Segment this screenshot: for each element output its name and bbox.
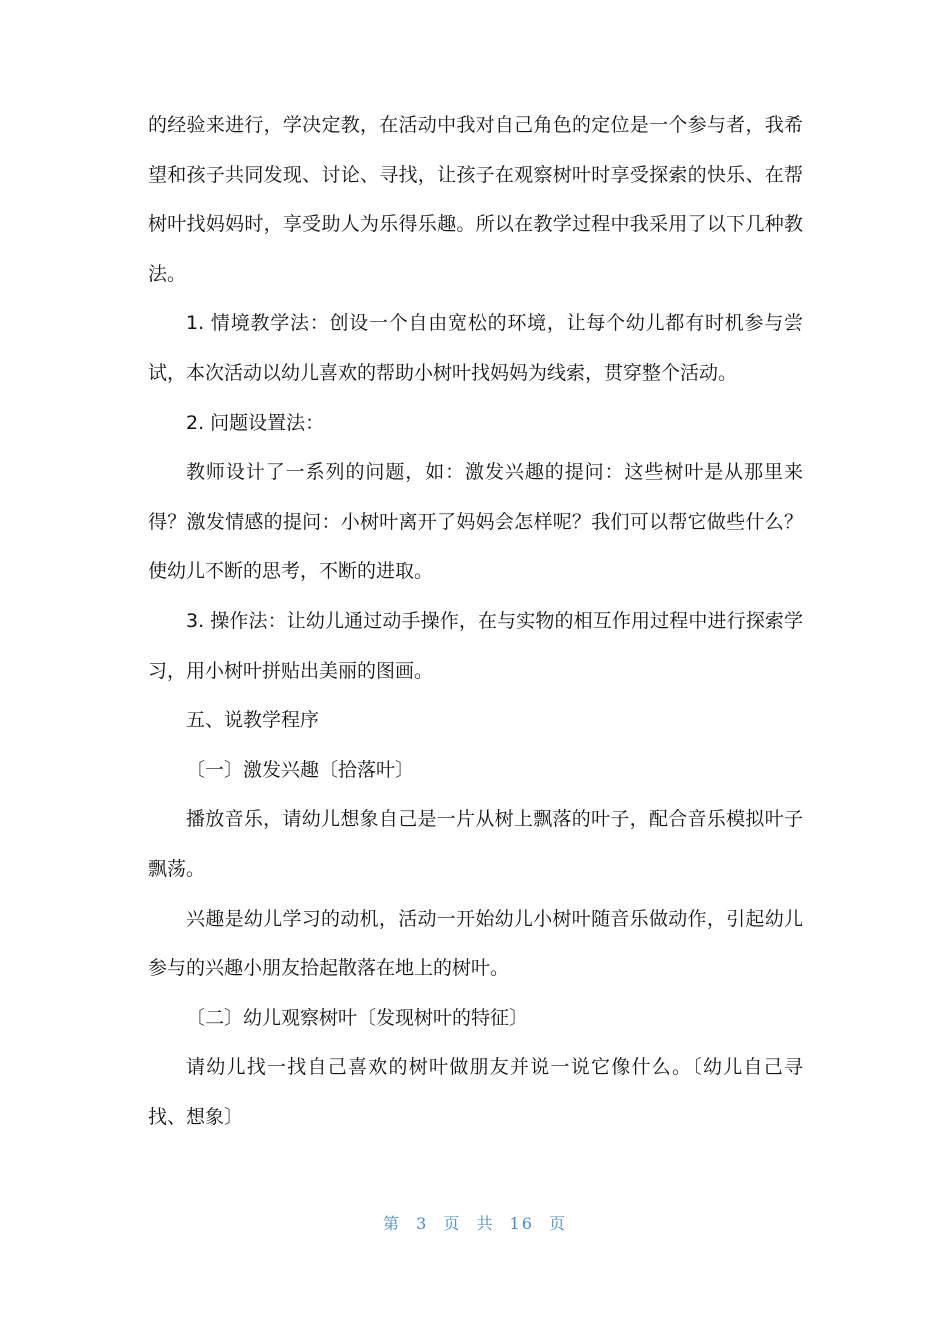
paragraph-4: 教师设计了一系列的问题，如：激发兴趣的提问：这些树叶是从那里来得？激发情感的提问：小树叶离开了妈妈会怎样呢？我们可以帮它做些什么？使幼儿不断的思考，不断的进取。 bbox=[148, 461, 803, 583]
paragraph-5: 3. 操作法：让幼儿通过动手操作，在与实物的相互作用过程中进行探索学习，用小树叶拼贴出美丽的图画。 bbox=[148, 609, 803, 682]
subsection-heading-2: 〔二〕幼儿观察树叶〔发现树叶的特征〕 bbox=[186, 1006, 529, 1029]
paragraph-2: 1. 情境教学法：创设一个自由宽松的环境，让每个幼儿都有时机参与尝试，本次活动以幼儿喜欢的帮助小树叶找妈妈为线索，贯穿整个活动。 bbox=[148, 312, 803, 384]
paragraph-8: 请幼儿找一找自己喜欢的树叶做朋友并说一说它像什么。〔幼儿自己寻找、想象〕 bbox=[148, 1056, 803, 1128]
paragraph-7: 兴趣是幼儿学习的动机，活动一开始幼儿小树叶随音乐做动作，引起幼儿参与的兴趣小朋友拾起散落在地上的树叶。 bbox=[148, 907, 803, 980]
document-body bbox=[148, 101, 803, 1142]
section-heading-5: 五、说教学程序 bbox=[186, 709, 320, 732]
paragraph-3: 2. 问题设置法： bbox=[186, 411, 325, 434]
page-number-footer: 第 3 页 共 16 页 bbox=[383, 1214, 567, 1233]
paragraph-1: 的经验来进行，学决定教，在活动中我对自己角色的定位是一个参与者，我希望和孩子共同发现、讨论、寻找，让孩子在观察树叶时享受探索的快乐、在帮树叶找妈妈时，享受助人为乐得乐趣。所以在教学过程中我采用了以下几种教法。 bbox=[148, 114, 803, 285]
paragraph-6: 播放音乐，请幼儿想象自己是一片从树上飘落的叶子，配合音乐模拟叶子飘荡。 bbox=[148, 808, 803, 880]
subsection-heading-1: 〔一〕激发兴趣〔拾落叶〕 bbox=[186, 758, 415, 781]
